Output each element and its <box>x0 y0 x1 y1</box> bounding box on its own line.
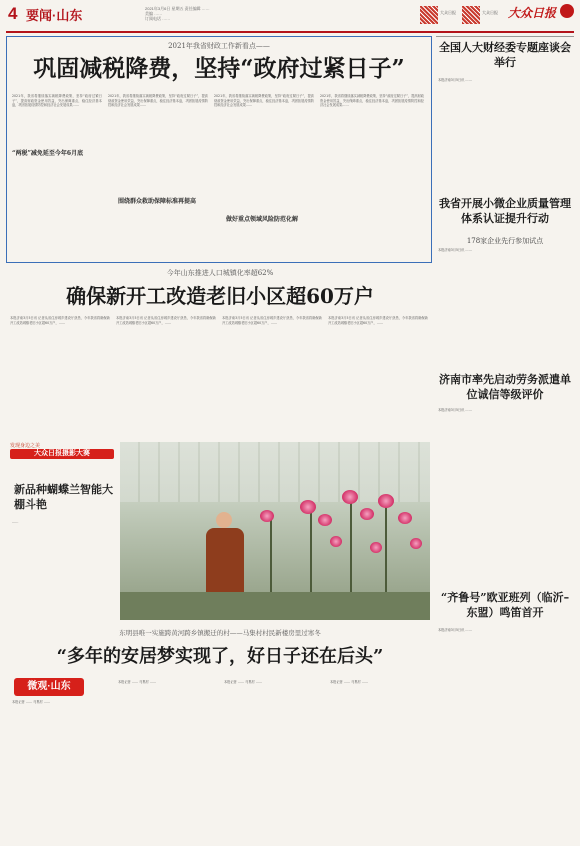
right-story-title: 济南市率先启动劳务派遣单位诚信等级评价 <box>439 373 571 401</box>
orchid-flower <box>318 514 332 526</box>
photo-contest-tag <box>10 442 114 462</box>
mid-story-body-col1: 本报济南3月5日讯 记者从省住房城乡建设厅获悉，今年我省将确保新开工改造城镇老旧小区超60万户，…… <box>10 316 110 325</box>
orchid-flower <box>410 538 422 549</box>
meta-line: 2021年3月6日 星期五 责任编辑 …… <box>145 6 210 11</box>
feature-caption: …… <box>12 520 19 524</box>
feature-photo <box>120 442 430 620</box>
feature-title: 新品种蝴蝶兰智能大棚斗艳 <box>14 483 113 511</box>
bottom-story-kicker: 东明县唯一实施跨黄河跨乡镇搬迁的村——马集村村民新楼房里过寒冬 <box>119 629 321 637</box>
right-story-body: 本报济南3月5日讯 …… <box>438 248 472 252</box>
qr-code-icon <box>462 6 480 24</box>
orchid-flower <box>378 494 394 508</box>
right-story-title: 我省开展小微企业质量管理体系认证提升行动 <box>439 197 571 225</box>
orchid-flower <box>300 500 316 514</box>
masthead-meta <box>145 6 210 21</box>
brand-emblem-icon <box>560 4 574 18</box>
top-story-body-col3: 2021年，我省将继续落实减税降费政策，坚持“政府过紧日子”，提高财政资金使用效益，突出保障重点，稳住经济基本盘，巩固拓展疫情防控和经济社会发展成果…… <box>214 94 314 108</box>
top-story-body-col1: 2021年，我省将继续落实减税降费政策，坚持“政府过紧日子”，提高财政资金使用效益，突出保障重点，稳住经济基本盘，巩固拓展疫情防控和经济社会发展成果…… <box>12 94 102 108</box>
bottom-story-headline: “多年的安居梦实现了，好日子还在后头” <box>56 646 384 667</box>
orchid-flower <box>342 490 358 504</box>
plant-bed <box>120 592 430 620</box>
right-rule <box>436 36 574 37</box>
orchid-flower <box>260 510 274 522</box>
mid-story-body-col3: 本报济南3月5日讯 记者从省住房城乡建设厅获悉，今年我省将确保新开工改造城镇老旧小区超60万户，…… <box>222 316 322 325</box>
brand-logo: 大众日报 <box>508 6 557 20</box>
header-rule <box>6 31 574 33</box>
orchid-flower <box>398 512 412 524</box>
meta-line: 订阅电话 …… <box>145 16 171 21</box>
right-story-title: “齐鲁号”欧亚班列（临沂–东盟）鸣笛首开 <box>440 591 570 619</box>
top-story-subhead: 做好重点领域风险防范化解 <box>226 216 299 223</box>
top-story-headline: 巩固减税降费，坚持“政府过紧日子” <box>33 55 405 82</box>
page-number: 4 <box>8 4 18 23</box>
greenhouse-roof <box>120 442 430 502</box>
meta-line: 美编 …… <box>145 11 163 16</box>
masthead <box>0 0 580 32</box>
orchid-flower <box>360 508 374 520</box>
mid-story-kicker: 今年山东推进人口城镇化率超62% <box>166 269 274 277</box>
photo-contest-tag-top: 发现身边之美 <box>10 443 41 449</box>
mid-story-body-col2: 本报济南3月5日讯 记者从省住房城乡建设厅获悉，今年我省将确保新开工改造城镇老旧小区超60万户，…… <box>116 316 216 325</box>
top-story-subhead: 围绕群众救助保障标准再提高 <box>118 198 197 205</box>
right-story-subtitle: 178家企业先行参加试点 <box>466 237 544 245</box>
top-story-kicker: 2021年我省财政工作新看点—— <box>168 42 270 50</box>
mid-story-body-col4: 本报济南3月5日讯 记者从省住房城乡建设厅获悉，今年我省将确保新开工改造城镇老旧小区超60万户，…… <box>328 316 428 325</box>
section-title: 要闻·山东 <box>26 8 83 23</box>
orchid-flower <box>370 542 382 553</box>
right-story-body: 本报济南3月5日讯 …… <box>438 408 472 412</box>
top-story-body-col4: 2021年，我省将继续落实减税降费政策，坚持“政府过紧日子”，提高财政资金使用效益，突出保障重点，稳住经济基本盘，巩固拓展疫情防控和经济社会发展成果…… <box>320 94 424 108</box>
top-story-subhead: “两税”减免延至今年6月底 <box>12 150 84 157</box>
mid-story-headline: 确保新开工改造老旧小区超60万户 <box>66 284 374 308</box>
bottom-story-body-col3: 本报记者 …… 马集村 …… <box>224 680 263 684</box>
worker-head <box>216 512 232 528</box>
bottom-story-body-col1: 本报记者 …… 马集村 …… <box>12 700 51 704</box>
qr-label: 大众日报 <box>440 10 456 15</box>
weiguan-shandong-logo: 微观·山东 <box>14 678 84 696</box>
qr-code-icon <box>420 6 438 24</box>
bottom-story-body-col2: 本报记者 …… 马集村 …… <box>118 680 157 684</box>
orchid-flower <box>330 536 342 547</box>
photo-contest-tag-label: 大众日报摄影大赛 <box>10 449 114 459</box>
right-story-body: 本报济南3月5日讯 …… <box>438 78 472 82</box>
bottom-story-body-col4: 本报记者 …… 马集村 …… <box>330 680 369 684</box>
qr-label: 大众日报 <box>482 10 498 15</box>
right-story-body: 本报济南3月5日讯 …… <box>438 628 472 632</box>
top-story-body-col2: 2021年，我省将继续落实减税降费政策，坚持“政府过紧日子”，提高财政资金使用效益，突出保障重点，稳住经济基本盘，巩固拓展疫情防控和经济社会发展成果…… <box>108 94 208 108</box>
right-story-title: 全国人大财经委专题座谈会举行 <box>439 41 571 69</box>
